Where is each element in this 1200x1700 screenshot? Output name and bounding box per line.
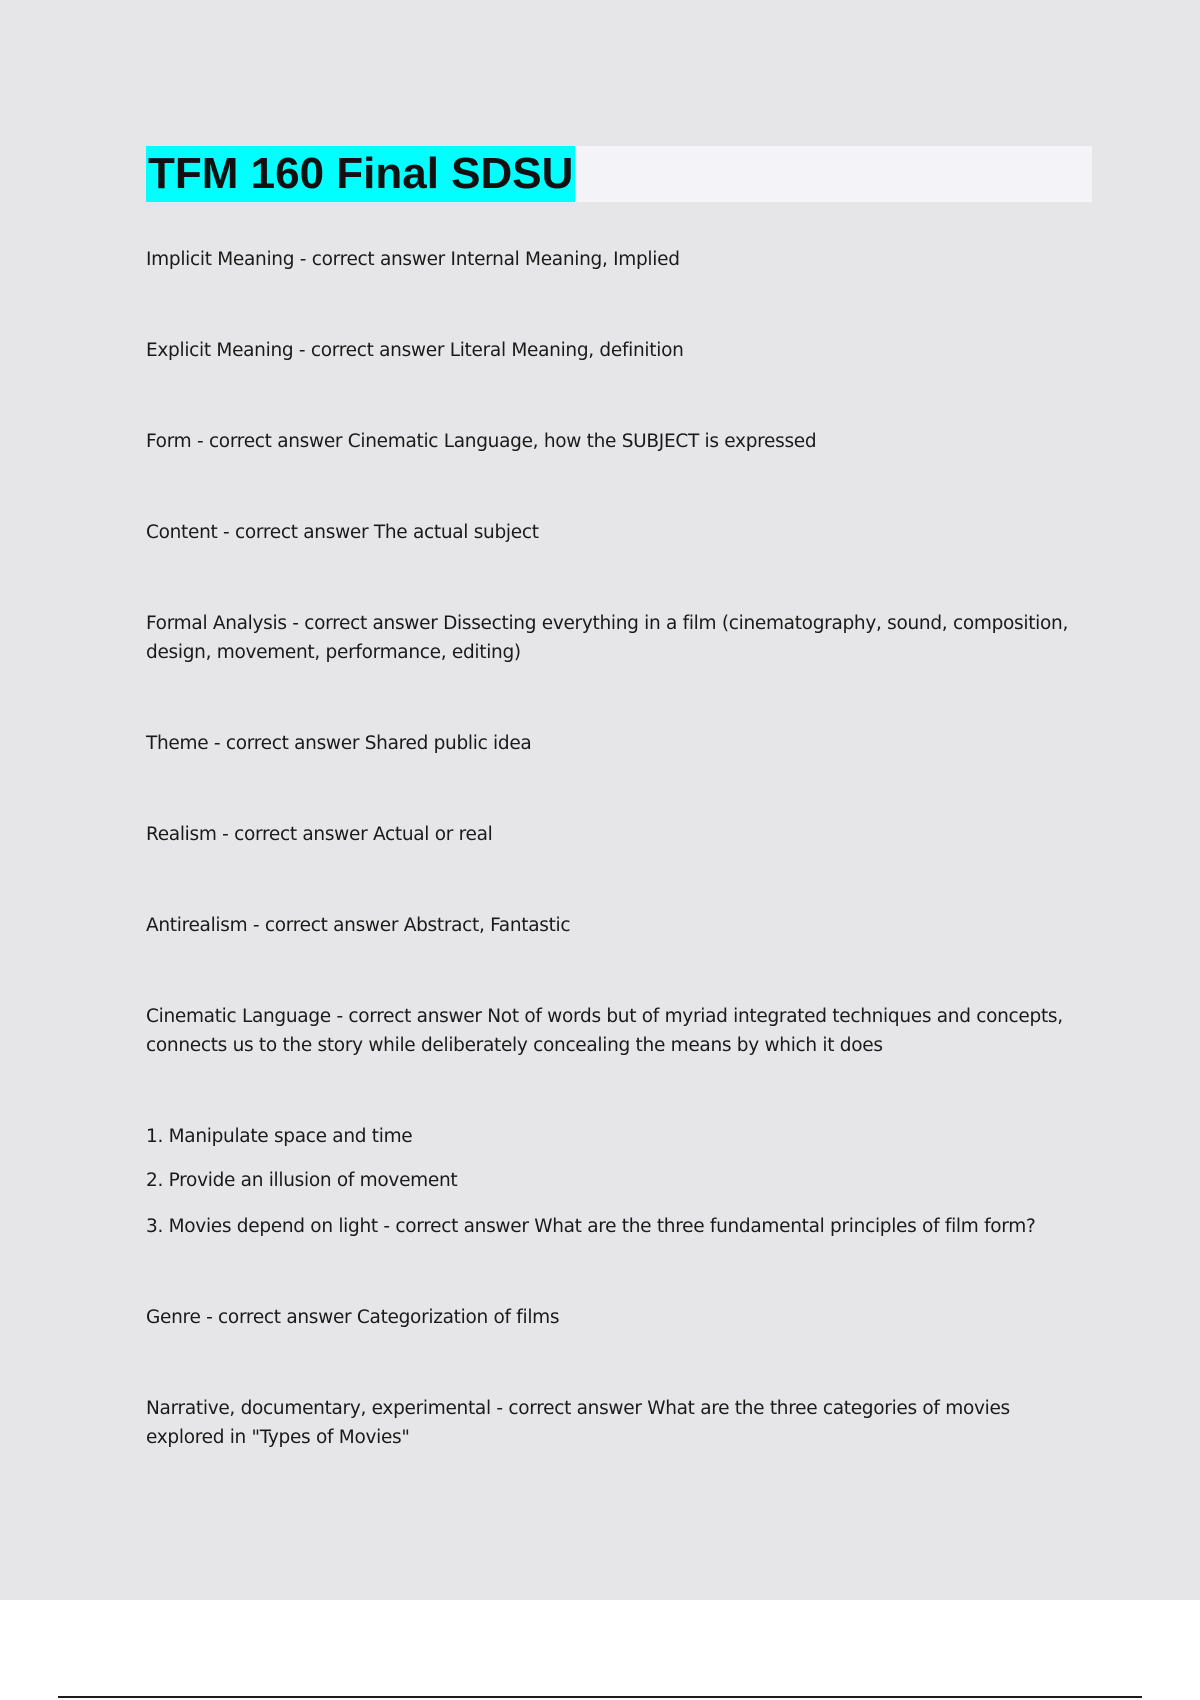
footer-rule: [58, 1696, 1142, 1698]
flashcard-entry: Antirealism - correct answer Abstract, Fantastic: [146, 915, 571, 936]
flashcard-entry: Genre - correct answer Categorization of films: [146, 1307, 560, 1328]
list-item: 2. Provide an illusion of movement: [146, 1170, 458, 1191]
flashcard-entry: Formal Analysis - correct answer Dissecting everything in a film (cinematography, sound, composition, design, movement, performance, editing): [146, 613, 1069, 663]
flashcard-entry: Narrative, documentary, experimental - correct answer What are the three categories of movies explored in "Types of Movies": [146, 1398, 1010, 1448]
flashcard-entry: Cinematic Language - correct answer Not of words but of myriad integrated techniques and concepts, connects us to the story while deliberately concealing the means by which it does: [146, 1006, 1063, 1056]
list-item: 1. Manipulate space and time: [146, 1126, 413, 1147]
flashcard-entry: Realism - correct answer Actual or real: [146, 824, 493, 845]
flashcard-entry: Content - correct answer The actual subject: [146, 522, 539, 543]
flashcard-entry: Theme - correct answer Shared public idea: [146, 733, 532, 754]
flashcard-entry: Explicit Meaning - correct answer Literal Meaning, definition: [146, 340, 684, 361]
document-title: TFM 160 Final SDSU: [146, 146, 575, 202]
list-item: 3. Movies depend on light - correct answer What are the three fundamental principles of film form?: [146, 1216, 1036, 1237]
flashcard-entry: Form - correct answer Cinematic Language, how the SUBJECT is expressed: [146, 431, 817, 452]
flashcard-entry: Implicit Meaning - correct answer Internal Meaning, Implied: [146, 249, 680, 270]
